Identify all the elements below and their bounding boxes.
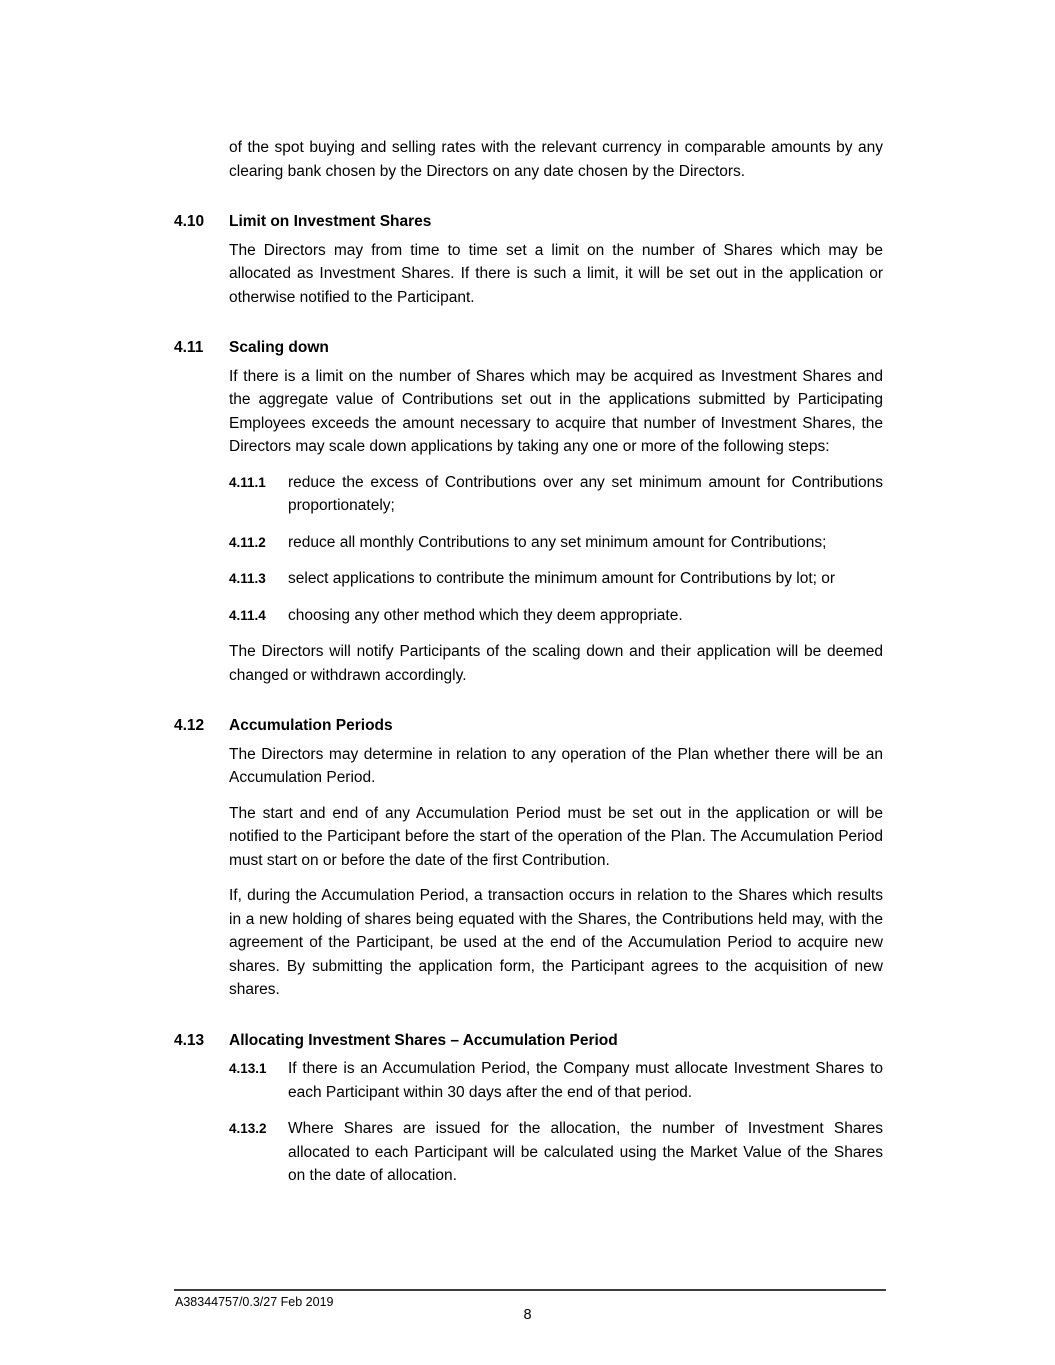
subsection-number: 4.11.3 xyxy=(229,571,266,586)
section-title: Limit on Investment Shares xyxy=(229,213,432,230)
section-title: Accumulation Periods xyxy=(229,717,393,734)
section-heading xyxy=(174,210,883,234)
subsection-text: choosing any other method which they deem appropriate. xyxy=(288,606,683,624)
subsection-text: Where Shares are issued for the allocation, the number of Investment Shares allocated to each Participant will be calculated using the Market Value of the Shares on the date of allocation. xyxy=(288,1120,883,1184)
section-heading xyxy=(174,1029,883,1053)
subsection xyxy=(229,531,883,555)
subsection-number: 4.11.2 xyxy=(229,534,266,550)
subsection xyxy=(229,471,883,518)
document-content xyxy=(174,136,883,1201)
section-number: 4.11 xyxy=(174,339,204,356)
section-title: Scaling down xyxy=(229,339,329,356)
section-heading xyxy=(174,714,883,738)
paragraph: The start and end of any Accumulation Period must be set out in the application or will be notified to the Participant before the start of the operation of the Plan. The Accumulation Period must start on or before the date of the first Contribution. xyxy=(229,804,883,869)
footer-reference: A38344757/0.3/27 Feb 2019 xyxy=(175,1295,334,1309)
subsection-text: If there is an Accumulation Period, the Company must allocate Investment Shares to each Participant within 30 days after the end of that period. xyxy=(288,1060,883,1101)
paragraph: If, during the Accumulation Period, a transaction occurs in relation to the Shares which results in a new holding of shares being equated with the Shares, the Contributions held may, with the agreement of the Participant, be used at the end of the Accumulation Period to acquire new shares. By submitting the application form, the Participant agrees to the acquisition of new shares. xyxy=(229,887,883,998)
subsection xyxy=(229,1117,883,1188)
page-number: 8 xyxy=(523,1307,532,1323)
subsection-number: 4.11.4 xyxy=(229,607,266,623)
subsection xyxy=(229,1057,883,1104)
subsection xyxy=(229,604,883,628)
subsection-number: 4.11.1 xyxy=(229,474,266,490)
subsection xyxy=(229,567,883,591)
section-number: 4.13 xyxy=(174,1031,205,1049)
paragraph: The Directors may determine in relation to any operation of the Plan whether there will be an Accumulation Period. xyxy=(229,745,883,786)
paragraph: of the spot buying and selling rates with the relevant currency in comparable amounts by any clearing bank chosen by the Directors on any date chosen by the Directors. xyxy=(229,139,883,180)
section-title: Allocating Investment Shares – Accumulation Period xyxy=(229,1031,618,1049)
paragraph: The Directors may from time to time set a limit on the number of Shares which may be allocated as Investment Shares. If there is such a limit, it will be set out in the application or otherwise notified to the Participant. xyxy=(229,241,883,306)
paragraph: If there is a limit on the number of Shares which may be acquired as Investment Shares and the aggregate value of Contributions set out in the applications submitted by Participating Employees exceeds the amount necessary to acquire that number of Investment Shares, the Directors may scale down applications by taking any one or more of the following steps: xyxy=(229,367,883,455)
subsection-number: 4.13.2 xyxy=(229,1121,267,1136)
section-heading xyxy=(174,336,883,360)
subsection-text: reduce all monthly Contributions to any set minimum amount for Contributions; xyxy=(288,533,827,551)
section-number: 4.12 xyxy=(174,717,205,734)
section-number: 4.10 xyxy=(174,213,205,230)
subsection-number: 4.13.1 xyxy=(229,1061,267,1076)
subsection-text: reduce the excess of Contributions over any set minimum amount for Contributions proportionately; xyxy=(288,473,883,514)
paragraph: The Directors will notify Participants of the scaling down and their application will be deemed changed or withdrawn accordingly. xyxy=(229,643,883,684)
footer-divider xyxy=(174,1289,886,1291)
subsection-text: select applications to contribute the minimum amount for Contributions by lot; or xyxy=(288,570,836,587)
